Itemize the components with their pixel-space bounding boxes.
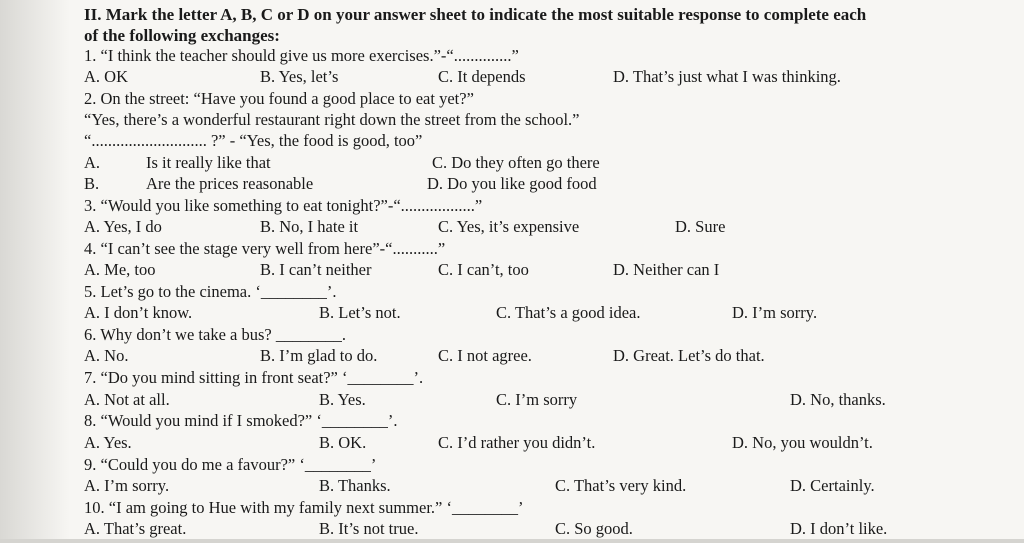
question-2-line-2: “Yes, there’s a wonderful restaurant right down the street from the school.” [84,110,580,129]
q2-option-c: C. Do they often go there [432,153,600,172]
q9-option-d: D. Certainly. [790,476,875,495]
q2-option-d: D. Do you like good food [427,174,597,193]
q3-option-a: A. Yes, I do [84,217,162,236]
q5-option-a: A. I don’t know. [84,303,193,322]
question-2-line-1: 2. On the street: “Have you found a good place to eat yet?” [84,89,474,108]
q5-option-b: B. Let’s not. [319,303,401,322]
q4-option-c: C. I can’t, too [438,260,529,279]
q2-option-b: Are the prices reasonable [146,174,314,193]
q2-option-a: Is it really like that [146,153,271,172]
page-edge-shadow [0,0,70,543]
section-heading: II. Mark the letter A, B, C or D on your answer sheet to indicate the most suitable response to complete each [84,5,867,24]
q6-option-a: A. No. [84,346,129,365]
q1-option-d: D. That’s just what I was thinking. [613,67,841,86]
q6-option-d: D. Great. Let’s do that. [613,346,765,365]
q2-option-b-letter: B. [84,174,100,193]
question-1: 1. “I think the teacher should give us more exercises.”-“..............” [84,46,519,65]
q1-option-c: C. It depends [438,67,526,86]
q10-option-d: D. I don’t like. [790,519,888,538]
q9-option-b: B. Thanks. [319,476,391,495]
q1-option-a: A. OK [84,67,128,86]
q3-option-d: D. Sure [675,217,726,236]
q3-option-c: C. Yes, it’s expensive [438,217,580,236]
q5-option-d: D. I’m sorry. [732,303,818,322]
question-5: 5. Let’s go to the cinema. ‘________’. [84,282,337,301]
q6-option-b: B. I’m glad to do. [260,346,378,365]
q4-option-d: D. Neither can I [613,260,720,279]
q4-option-b: B. I can’t neither [260,260,372,279]
q1-option-b: B. Yes, let’s [260,67,339,86]
question-3: 3. “Would you like something to eat tonight?”-“..................” [84,196,483,215]
q10-option-b: B. It’s not true. [319,519,419,538]
question-9: 9. “Could you do me a favour?” ‘________’ [84,455,377,474]
q9-option-c: C. That’s very kind. [555,476,687,495]
question-6: 6. Why don’t we take a bus? ________. [84,325,346,344]
q5-option-c: C. That’s a good idea. [496,303,641,322]
q8-option-d: D. No, you wouldn’t. [732,433,873,452]
q2-option-a-letter: A. [84,153,101,172]
page-bottom-edge [0,539,1024,543]
q8-option-a: A. Yes. [84,433,132,452]
q10-option-c: C. So good. [555,519,633,538]
q7-option-b: B. Yes. [319,390,366,409]
q4-option-a: A. Me, too [84,260,156,279]
q9-option-a: A. I’m sorry. [84,476,170,495]
q7-option-c: C. I’m sorry [496,390,578,409]
q7-option-d: D. No, thanks. [790,390,886,409]
q3-option-b: B. No, I hate it [260,217,359,236]
section-heading-continued: of the following exchanges: [84,26,280,45]
question-2-line-3: “............................ ?” - “Yes, the food is good, too” [84,131,423,150]
q10-option-a: A. That’s great. [84,519,187,538]
question-10: 10. “I am going to Hue with my family next summer.” ‘________’ [84,498,524,517]
question-4: 4. “I can’t see the stage very well from here”-“...........” [84,239,446,258]
question-8: 8. “Would you mind if I smoked?” ‘________’. [84,411,398,430]
question-7: 7. “Do you mind sitting in front seat?” ‘________’. [84,368,424,387]
q7-option-a: A. Not at all. [84,390,170,409]
q8-option-b: B. OK. [319,433,367,452]
q6-option-c: C. I not agree. [438,346,532,365]
q8-option-c: C. I’d rather you didn’t. [438,433,596,452]
